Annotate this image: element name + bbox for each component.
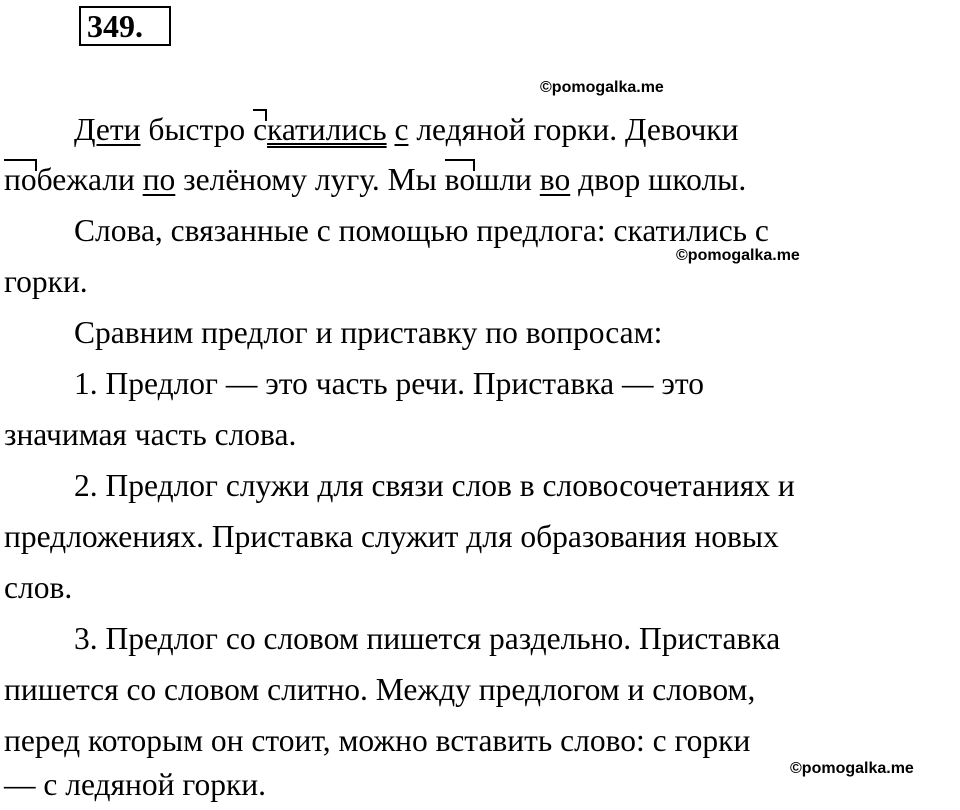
text-line-6: 1. Предлог — это часть речи. Приставка — это <box>74 366 704 401</box>
sentence-line-2 <box>4 160 746 200</box>
preposition-word: по <box>142 162 176 197</box>
watermark-bottom: ©pomogalka.me <box>790 760 914 777</box>
text-line-4: горки. <box>4 264 88 299</box>
prefix-mark: по <box>4 160 37 200</box>
text-line-12: пишется со словом слитно. Между предлогом и словом, <box>4 672 756 707</box>
preposition-word: во <box>539 162 571 197</box>
preposition-word: с <box>394 112 409 147</box>
subject-word: Дети <box>74 112 141 147</box>
watermark-top: ©pomogalka.me <box>540 79 664 96</box>
text-line-3: Слова, связанные с помощью предлога: скатились с <box>74 213 769 248</box>
text-fragment: быстро <box>140 112 254 147</box>
text-line-8: 2. Предлог служи для связи слов в словосочетаниях и <box>74 468 795 503</box>
watermark-middle: ©pomogalka.me <box>676 247 800 264</box>
text-line-14: — с ледяной горки. <box>4 767 267 802</box>
text-line-5: Сравним предлог и приставку по вопросам: <box>74 315 663 350</box>
text-line-11: 3. Предлог со словом пишется раздельно. Приставка <box>74 621 781 656</box>
sentence-line-1 <box>74 110 738 150</box>
prefix-mark: во <box>445 160 475 200</box>
exercise-number: 349. <box>79 6 171 46</box>
word-rest: бежали <box>36 162 143 197</box>
word-rest: шли <box>475 162 540 197</box>
text-line-13: перед которым он стоит, можно вставить слово: с горки <box>4 723 751 758</box>
text-line-10: слов. <box>4 570 73 605</box>
text-fragment: двор школы. <box>570 162 747 197</box>
prefix-mark: с <box>253 110 267 150</box>
text-line-9: предложениях. Приставка служит для образования новых <box>4 519 779 554</box>
text-line-7: значимая часть слова. <box>4 417 297 452</box>
text-fragment: ледяной горки. Девочки <box>408 112 739 147</box>
predicate-word <box>253 112 387 147</box>
text-fragment: зелёному лугу. Мы <box>175 162 445 197</box>
word-rest: катились <box>267 112 387 147</box>
